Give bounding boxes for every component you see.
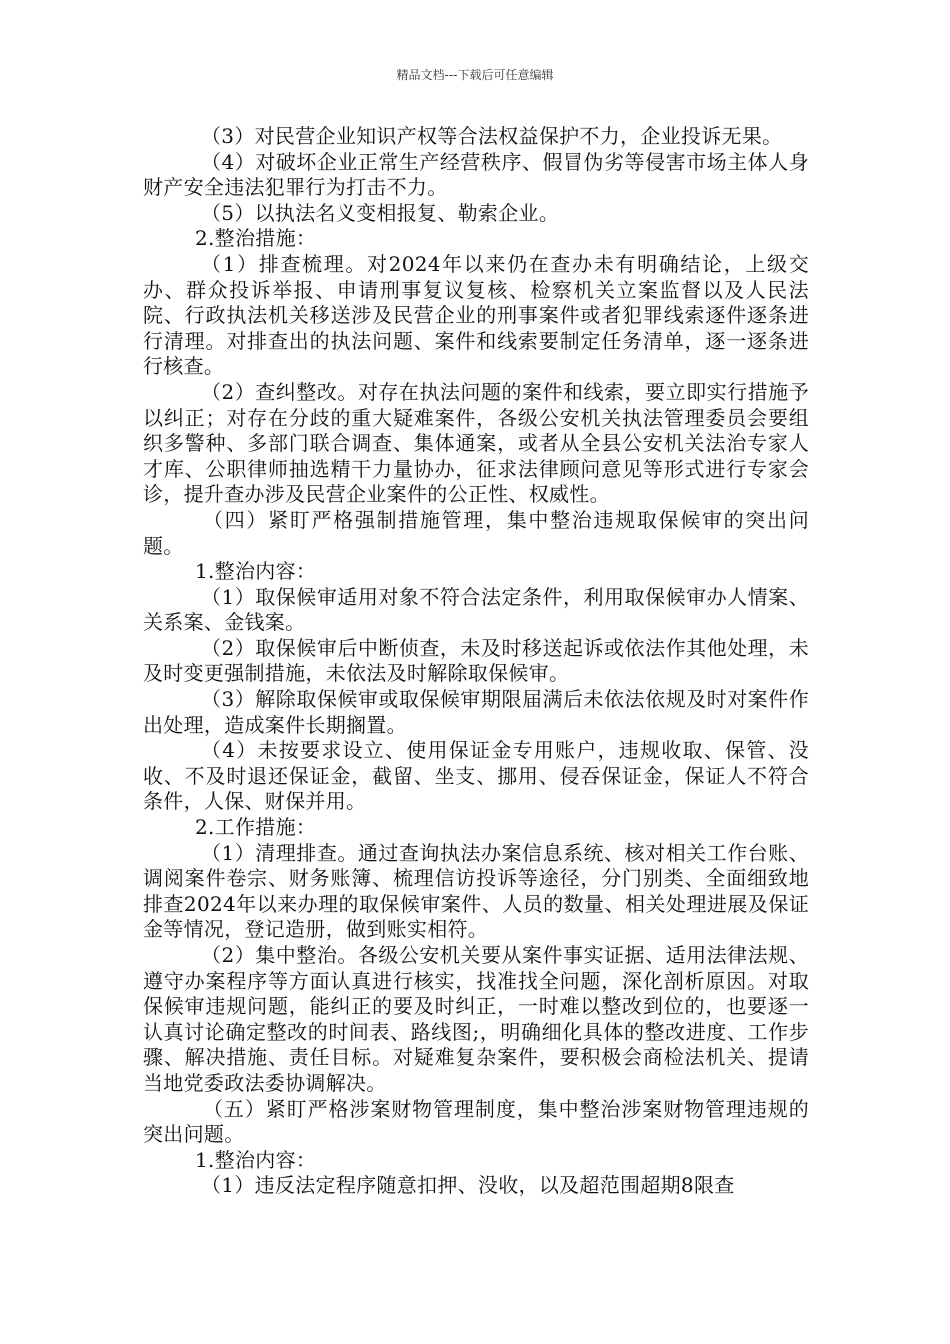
paragraph: （五）紧盯严格涉案财物管理制度，集中整治涉案财物管理违规的突出问题。 xyxy=(143,1096,809,1147)
paragraph: （2）取保候审后中断侦查，未及时移送起诉或依法作其他处理，未及时变更强制措施，未依法及时解除取保候审。 xyxy=(143,635,809,686)
paragraph: （3）对民营企业知识产权等合法权益保护不力，企业投诉无果。 xyxy=(201,124,783,148)
paragraph: 1.整治内容： xyxy=(195,559,317,584)
paragraph: （4）对破坏企业正常生产经营秩序、假冒伪劣等侵害市场主体人身财产安全违法犯罪行为打击不力。 xyxy=(143,149,809,200)
paragraph: 2.整治措施： xyxy=(195,226,317,251)
paragraph: （1）违反法定程序随意扣押、没收，以及超范围超期8限查 xyxy=(201,1173,735,1198)
paragraph: （四）紧盯严格强制措施管理，集中整治违规取保候审的突出问题。 xyxy=(143,507,809,558)
paragraph: （3）解除取保候审或取保候审期限届满后未依法依规及时对案件作出处理，造成案件长期搁置。 xyxy=(143,687,809,737)
paragraph: （1）清理排查。通过查询执法办案信息系统、核对相关工作台账、调阅案件卷宗、财务账簿、梳理信访投诉等途径，分门别类、全面细致地排查2024年以来办理的取保候审案件、人员的数量、相关处理进展及保证金等情况，登记造册，做到账实相符。 xyxy=(143,840,809,942)
paragraph: （1）取保候审适用对象不符合法定条件，利用取保候审办人情案、关系案、金钱案。 xyxy=(143,584,809,635)
paragraph: （2）查纠整改。对存在执法问题的案件和线索，要立即实行措施予以纠正；对存在分歧的重大疑难案件，各级公安机关执法管理委员会要组织多警种、多部门联合调查、集体通案，或者从全县公安机关法治专家人才库、公职律师抽选精干力量协办，征求法律顾问意见等形式进行专家会诊，提升查办涉及民营企业案件的公正性、权威性。 xyxy=(143,379,809,507)
page-header: 精品文档---下载后可任意编辑 xyxy=(396,68,554,82)
paragraph: （1）排查梳理。对2024年以来仍在查办未有明确结论，上级交办、群众投诉举报、申请刑事复议复核、检察机关立案监督以及人民法院、行政执法机关移送涉及民营企业的刑事案件或者犯罪线索逐件逐条进行清理。对排查出的执法问题、案件和线索要制定任务清单，逐一逐条进行核查。 xyxy=(143,251,809,379)
paragraph: 2.工作措施： xyxy=(195,815,317,840)
paragraph: （4）未按要求设立、使用保证金专用账户，违规收取、保管、没收、不及时退还保证金，截留、坐支、挪用、侵吞保证金，保证人不符合条件，人保、财保并用。 xyxy=(143,738,809,814)
document-body xyxy=(143,124,809,1199)
paragraph: 1.整治内容： xyxy=(195,1147,317,1172)
paragraph: （2）集中整治。各级公安机关要从案件事实证据、适用法律法规、遵守办案程序等方面认真进行核实，找准找全问题，深化剖析原因。对取保候审违规问题，能纠正的要及时纠正，一时难以整改到位的，也要逐一认真讨论确定整改的时间表、路线图;，明确细化具体的整改进度、工作步骤、解决措施、责任目标。对疑难复杂案件，要积极会商检法机关、提请当地党委政法委协调解决。 xyxy=(143,943,809,1095)
paragraph: （5）以执法名义变相报复、勒索企业。 xyxy=(201,200,560,225)
